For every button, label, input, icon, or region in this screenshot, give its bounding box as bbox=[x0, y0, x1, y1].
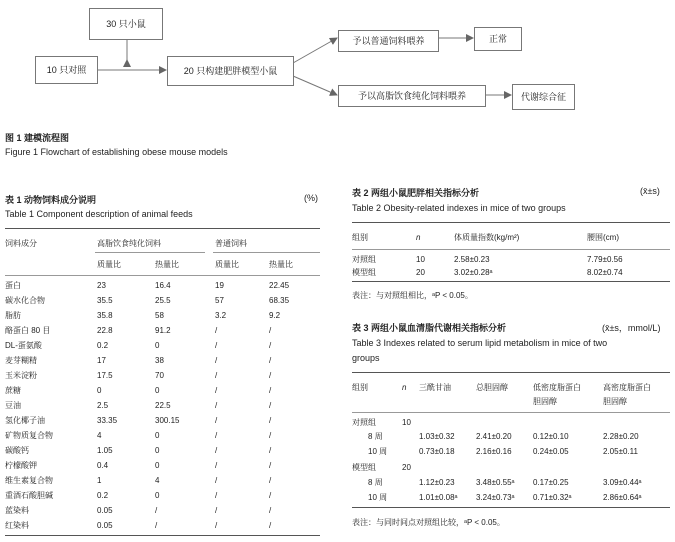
table2-header-rule bbox=[352, 249, 670, 250]
table3-title-cn: 表 3 两组小鼠血清脂代谢相关指标分析 bbox=[352, 323, 507, 333]
table1-cell-mass-hf: 4 bbox=[97, 431, 102, 440]
table2-header-waist: 腰围(cm) bbox=[587, 233, 619, 242]
table1-cell-mass-n: / bbox=[215, 521, 218, 530]
table1-cell-heat-n: / bbox=[269, 431, 272, 440]
table1-cell-mass-n: / bbox=[215, 461, 218, 470]
table1-cell-name: 蛋白 bbox=[5, 281, 21, 290]
table1-cell-heat-n: 68.35 bbox=[269, 296, 290, 305]
table1-cell-heat-hf: 22.5 bbox=[155, 401, 171, 410]
table3-cell-tc: 2.16±0.16 bbox=[476, 447, 512, 456]
table2-cell-n: 20 bbox=[416, 268, 425, 277]
table3-group-model: 模型组 bbox=[352, 463, 376, 472]
table1-cell-heat-hf: 300.15 bbox=[155, 416, 180, 425]
table1-cell-mass-n: / bbox=[215, 326, 218, 335]
table3-cell-ldl: 0.71±0.32ᵃ bbox=[533, 493, 572, 502]
table3-cell-ldl: 0.17±0.25 bbox=[533, 478, 569, 487]
table2-bottom-rule bbox=[352, 281, 670, 282]
flow-box-highfat-feed bbox=[338, 85, 486, 107]
table1-header-component: 饲料成分 bbox=[5, 239, 37, 248]
table1-header-highfat: 高脂饮食纯化饲料 bbox=[97, 239, 161, 248]
table2-cell-bmi: 3.02±0.28ᵃ bbox=[454, 268, 493, 277]
flow-box-control bbox=[35, 56, 98, 84]
table3-cell-hdl: 3.09±0.44ᵃ bbox=[603, 478, 642, 487]
table3-group-control: 对照组 bbox=[352, 418, 376, 427]
table1-cell-mass-n: / bbox=[215, 446, 218, 455]
table3-cell-tg: 1.12±0.23 bbox=[419, 478, 455, 487]
table3-header-hdl-1: 高密度脂蛋白 bbox=[603, 383, 651, 392]
table1-cell-name: 玉米淀粉 bbox=[5, 371, 37, 380]
table1-cell-mass-hf: 22.8 bbox=[97, 326, 113, 335]
table3-cell-tg: 1.01±0.08ᵃ bbox=[419, 493, 458, 502]
table3-bottom-rule bbox=[352, 507, 670, 508]
table3-header-group: 组别 bbox=[352, 383, 368, 392]
table1-header-heat-2: 热量比 bbox=[269, 260, 293, 269]
table1-cell-mass-hf: 0.2 bbox=[97, 491, 109, 500]
table1-cell-heat-n: / bbox=[269, 446, 272, 455]
table1-cell-name: 蓝染料 bbox=[5, 506, 29, 515]
table1-bottom-rule bbox=[5, 535, 320, 536]
table1-cell-mass-hf: 0.2 bbox=[97, 341, 109, 350]
table1-cell-mass-hf: 17 bbox=[97, 356, 106, 365]
table3-title-en-line1: Table 3 Indexes related to serum lipid metabolism in mice of two bbox=[352, 338, 608, 348]
table2-unit: (x̄±s) bbox=[640, 186, 660, 196]
table3-header-tc: 总胆固醇 bbox=[476, 383, 508, 392]
table1-cell-heat-hf: 91.2 bbox=[155, 326, 171, 335]
table1-cell-mass-hf: 0 bbox=[97, 386, 102, 395]
table3-header-ldl-2: 胆固醇 bbox=[533, 397, 557, 406]
table3-cell-hdl: 2.05±0.11 bbox=[603, 447, 638, 456]
table1-cell-mass-hf: 35.8 bbox=[97, 311, 113, 320]
table3-group-model-n: 20 bbox=[402, 463, 411, 472]
table1-cell-name: 豆油 bbox=[5, 401, 21, 410]
table1-cell-mass-hf: 1.05 bbox=[97, 446, 113, 455]
table1-cell-heat-n: 22.45 bbox=[269, 281, 290, 290]
table1-sub-rule-highfat bbox=[95, 252, 205, 253]
table3-cell-ldl: 0.24±0.05 bbox=[533, 447, 569, 456]
table2-cell-waist: 8.02±0.74 bbox=[587, 268, 623, 277]
flow-box-model bbox=[167, 56, 294, 86]
table2-title-en: Table 2 Obesity-related indexes in mice of two groups bbox=[352, 203, 566, 213]
table1-cell-mass-hf: 33.35 bbox=[97, 416, 118, 425]
table1-cell-name: 麦芽糊精 bbox=[5, 356, 37, 365]
flow-box-label: 20 只构建肥胖模型小鼠 bbox=[183, 65, 278, 76]
table3-cell-tc: 2.41±0.20 bbox=[476, 432, 512, 441]
table1-cell-mass-n: 3.2 bbox=[215, 311, 227, 320]
table3-header-tg: 三酰甘油 bbox=[419, 383, 451, 392]
table1-cell-heat-hf: 38 bbox=[155, 356, 164, 365]
table1-cell-name: 蔗糖 bbox=[5, 386, 21, 395]
table1-header-mass-2: 质量比 bbox=[215, 260, 239, 269]
table1-cell-heat-n: 9.2 bbox=[269, 311, 281, 320]
figure-caption-cn: 图 1 建模流程图 bbox=[5, 133, 70, 143]
table1-cell-mass-hf: 35.5 bbox=[97, 296, 113, 305]
table3-cell-time: 8 周 bbox=[368, 432, 383, 441]
table1-cell-heat-n: / bbox=[269, 521, 272, 530]
table3-top-rule bbox=[352, 372, 670, 373]
table3-header-ldl-1: 低密度脂蛋白 bbox=[533, 383, 581, 392]
table1-cell-name: 酪蛋白 80 目 bbox=[5, 326, 51, 335]
table1-cell-name: 矿物质复合物 bbox=[5, 431, 53, 440]
table2-cell-n: 10 bbox=[416, 255, 425, 264]
table3-cell-tg: 0.73±0.18 bbox=[419, 447, 455, 456]
figure-caption-en: Figure 1 Flowchart of establishing obese mouse models bbox=[5, 147, 228, 157]
table3-cell-hdl: 2.86±0.64ᵃ bbox=[603, 493, 642, 502]
table1-cell-name: 柠檬酸钾 bbox=[5, 461, 37, 470]
table1-title-en: Table 1 Component description of animal feeds bbox=[5, 209, 193, 219]
table1-cell-heat-n: / bbox=[269, 491, 272, 500]
table1-cell-name: DL-蛋氨酸 bbox=[5, 341, 42, 350]
table1-cell-mass-n: / bbox=[215, 491, 218, 500]
table1-cell-heat-hf: 0 bbox=[155, 491, 160, 500]
table1-cell-heat-hf: 0 bbox=[155, 341, 160, 350]
table1-cell-mass-n: 19 bbox=[215, 281, 224, 290]
table1-cell-name: 红染料 bbox=[5, 521, 29, 530]
table1-cell-heat-hf: 70 bbox=[155, 371, 164, 380]
table1-cell-name: 维生素复合物 bbox=[5, 476, 53, 485]
table1-header-heat-1: 热量比 bbox=[155, 260, 179, 269]
table1-cell-mass-n: 57 bbox=[215, 296, 224, 305]
table1-cell-mass-hf: 23 bbox=[97, 281, 106, 290]
table1-cell-mass-hf: 17.5 bbox=[97, 371, 113, 380]
table2-header-group: 组别 bbox=[352, 233, 368, 242]
table1-cell-mass-n: / bbox=[215, 386, 218, 395]
table2-cell-waist: 7.79±0.56 bbox=[587, 255, 623, 264]
table3-cell-ldl: 0.12±0.10 bbox=[533, 432, 569, 441]
table1-cell-heat-n: / bbox=[269, 371, 272, 380]
table1-cell-mass-n: / bbox=[215, 401, 218, 410]
table1-cell-mass-hf: 0.05 bbox=[97, 506, 113, 515]
flow-box-label: 10 只对照 bbox=[46, 64, 87, 75]
flow-box-label: 正常 bbox=[488, 33, 507, 44]
table2-header-bmi: 体质量指数(kg/m²) bbox=[454, 233, 520, 242]
table1-cell-heat-n: / bbox=[269, 416, 272, 425]
table1-cell-heat-n: / bbox=[269, 356, 272, 365]
flow-box-metabolic bbox=[512, 84, 575, 110]
table1-cell-heat-hf: 0 bbox=[155, 461, 160, 470]
table3-title-en-line2: groups bbox=[352, 353, 380, 363]
table1-cell-mass-n: / bbox=[215, 371, 218, 380]
table1-cell-name: 重酒石酸胆碱 bbox=[5, 491, 53, 500]
table2-cell-group: 模型组 bbox=[352, 268, 376, 277]
table1-cell-heat-n: / bbox=[269, 506, 272, 515]
flow-box-30-mice bbox=[89, 8, 163, 40]
flow-box-label: 代谢综合征 bbox=[520, 91, 566, 102]
flow-box-normal bbox=[474, 27, 522, 51]
table1-cell-mass-hf: 0.4 bbox=[97, 461, 109, 470]
table1-cell-mass-n: / bbox=[215, 431, 218, 440]
table1-cell-heat-n: / bbox=[269, 326, 272, 335]
table2-header-n: n bbox=[416, 233, 421, 242]
table3-cell-tg: 1.03±0.32 bbox=[419, 432, 455, 441]
table2-note: 表注：与对照组相比，ᵃP < 0.05。 bbox=[352, 291, 473, 300]
table1-cell-mass-hf: 1 bbox=[97, 476, 102, 485]
flow-box-normal-feed bbox=[338, 30, 439, 52]
table1-header-normal: 普通饲料 bbox=[215, 239, 247, 248]
table1-cell-heat-n: / bbox=[269, 386, 272, 395]
table1-cell-heat-n: / bbox=[269, 476, 272, 485]
table1-cell-heat-hf: 4 bbox=[155, 476, 160, 485]
table1-cell-heat-n: / bbox=[269, 341, 272, 350]
table3-cell-time: 10 周 bbox=[368, 447, 388, 456]
table2-top-rule bbox=[352, 222, 670, 223]
table3-header-n: n bbox=[402, 383, 407, 392]
table3-group-control-n: 10 bbox=[402, 418, 411, 427]
table3-unit: (x̄±s，mmol/L) bbox=[602, 323, 661, 333]
table1-cell-name: 碳水化合物 bbox=[5, 296, 45, 305]
table1-header-mass-1: 质量比 bbox=[97, 260, 121, 269]
table1-cell-heat-n: / bbox=[269, 401, 272, 410]
table1-cell-name: 氢化椰子油 bbox=[5, 416, 45, 425]
table1-cell-heat-hf: 25.5 bbox=[155, 296, 171, 305]
table1-cell-heat-hf: 0 bbox=[155, 386, 160, 395]
table1-cell-heat-hf: 0 bbox=[155, 431, 160, 440]
table1-cell-mass-n: / bbox=[215, 341, 218, 350]
table2-title-cn: 表 2 两组小鼠肥胖相关指标分析 bbox=[352, 188, 480, 198]
table1-cell-heat-hf: 0 bbox=[155, 446, 160, 455]
table1-cell-mass-hf: 0.05 bbox=[97, 521, 113, 530]
table1-sub-rule-normal bbox=[213, 252, 320, 253]
table3-header-hdl-2: 胆固醇 bbox=[603, 397, 627, 406]
table1-title-cn: 表 1 动物饲料成分说明 bbox=[5, 195, 97, 205]
table3-note: 表注：与同时间点对照组比较，ᵃP < 0.05。 bbox=[352, 518, 505, 527]
table1-header-rule bbox=[5, 275, 320, 276]
table3-cell-hdl: 2.28±0.20 bbox=[603, 432, 639, 441]
table3-cell-tc: 3.24±0.73ᵃ bbox=[476, 493, 515, 502]
table2-cell-group: 对照组 bbox=[352, 255, 376, 264]
table1-cell-heat-n: / bbox=[269, 461, 272, 470]
flow-box-label: 予以普通饲料喂养 bbox=[352, 35, 425, 46]
table3-cell-tc: 3.48±0.55ᵃ bbox=[476, 478, 515, 487]
table1-cell-mass-hf: 2.5 bbox=[97, 401, 109, 410]
table3-cell-time: 8 周 bbox=[368, 478, 383, 487]
table1-cell-mass-n: / bbox=[215, 416, 218, 425]
flow-box-label: 30 只小鼠 bbox=[106, 18, 146, 29]
table1-cell-name: 脂肪 bbox=[5, 311, 21, 320]
table3-cell-time: 10 周 bbox=[368, 493, 388, 502]
table1-cell-heat-hf: 16.4 bbox=[155, 281, 171, 290]
table1-cell-mass-n: / bbox=[215, 506, 218, 515]
table1-cell-heat-hf: 58 bbox=[155, 311, 164, 320]
table1-cell-heat-hf: / bbox=[155, 506, 158, 515]
table1-cell-mass-n: / bbox=[215, 476, 218, 485]
flow-box-label: 予以高脂饮食纯化饲料喂养 bbox=[357, 90, 466, 101]
table1-unit: (%) bbox=[304, 193, 318, 203]
table1-top-rule bbox=[5, 228, 320, 229]
table1-cell-mass-n: / bbox=[215, 356, 218, 365]
table1-cell-name: 碳酸钙 bbox=[5, 446, 29, 455]
table1-cell-heat-hf: / bbox=[155, 521, 158, 530]
table3-header-rule bbox=[352, 412, 670, 413]
table2-cell-bmi: 2.58±0.23 bbox=[454, 255, 490, 264]
